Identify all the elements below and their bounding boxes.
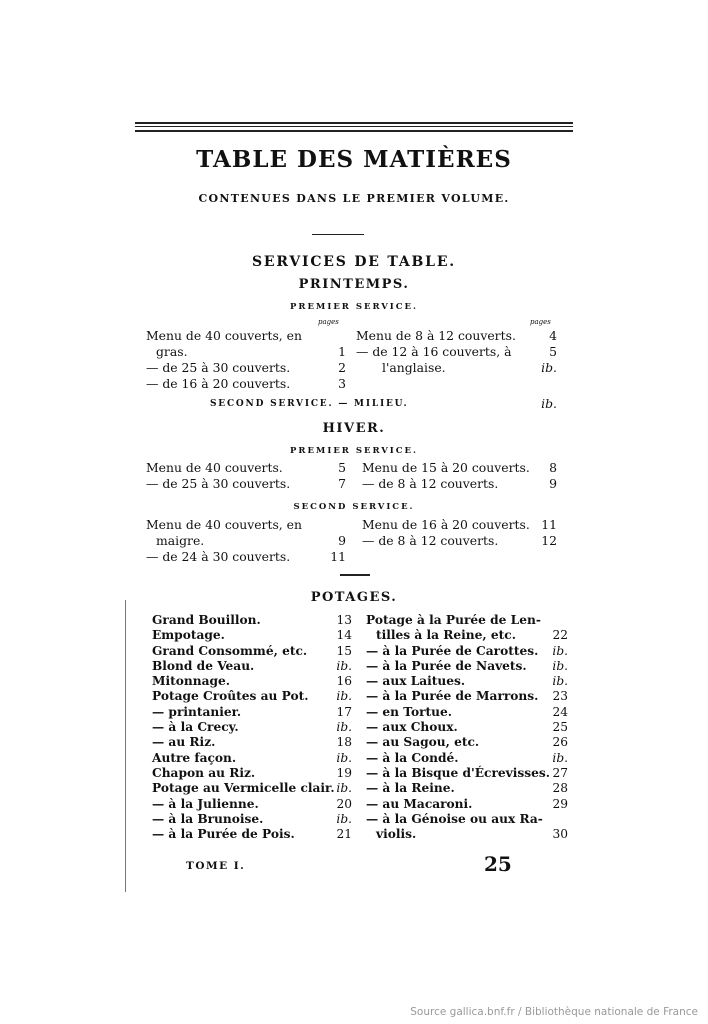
entry-label: — de 16 à 20 couverts. bbox=[146, 376, 291, 391]
list-item bbox=[362, 460, 557, 476]
entry-page: 23 bbox=[552, 689, 568, 704]
page-title: TABLE DES MATIÈRES bbox=[196, 146, 512, 173]
list-item bbox=[356, 360, 557, 376]
entry-page: 11 bbox=[541, 517, 557, 532]
entry-page: 9 bbox=[338, 533, 346, 548]
entry-label: Potage à la Purée de Len- bbox=[366, 613, 541, 627]
list-item bbox=[146, 328, 346, 344]
list-item bbox=[152, 688, 352, 703]
second-service-page: ib. bbox=[541, 396, 557, 411]
entry-page: ib. bbox=[336, 689, 352, 704]
entry-page: 30 bbox=[552, 827, 568, 842]
entry-label: — à la Julienne. bbox=[152, 796, 259, 811]
entry-label: violis. bbox=[376, 827, 417, 842]
signature-mark: 25 bbox=[484, 852, 512, 876]
entry-label: Menu de 8 à 12 couverts. bbox=[356, 328, 516, 343]
page-subtitle: CONTENUES DANS LE PREMIER VOLUME. bbox=[198, 192, 510, 205]
list-item bbox=[366, 780, 568, 795]
list-item bbox=[366, 826, 568, 841]
entry-label: — de 24 à 30 couverts. bbox=[146, 549, 291, 564]
entry-label: — à la Purée de Carottes. bbox=[366, 643, 539, 658]
entry-label: — de 25 à 30 couverts. bbox=[146, 360, 291, 375]
entry-label: Menu de 40 couverts. bbox=[146, 460, 283, 475]
entry-label: Mitonnage. bbox=[152, 674, 231, 689]
entry-page: 25 bbox=[552, 720, 568, 735]
list-item bbox=[152, 643, 352, 658]
entry-page: ib. bbox=[552, 674, 568, 689]
list-item bbox=[362, 476, 557, 492]
entry-page: ib. bbox=[336, 811, 352, 826]
list-item bbox=[152, 734, 352, 749]
entry-label: Menu de 40 couverts, en bbox=[146, 517, 302, 532]
entry-page: 28 bbox=[552, 781, 568, 796]
list-item bbox=[152, 673, 352, 688]
entry-page: 14 bbox=[336, 628, 352, 643]
entry-page: 26 bbox=[552, 735, 568, 750]
entry-label: Empotage. bbox=[152, 628, 225, 643]
list-item bbox=[152, 780, 352, 795]
entry-page: ib. bbox=[336, 781, 352, 796]
entry-label: — de 25 à 30 couverts. bbox=[146, 476, 291, 491]
printemps-second-service: SECOND SERVICE. — MILIEU. bbox=[210, 399, 409, 409]
list-item bbox=[152, 612, 352, 627]
hiver-second-service: SECOND SERVICE. bbox=[293, 502, 415, 512]
source-credit: Source gallica.bnf.fr / Bibliothèque nationale de France bbox=[410, 1006, 698, 1018]
ornament-rule bbox=[312, 234, 364, 235]
list-item bbox=[152, 627, 352, 642]
list-item bbox=[152, 719, 352, 734]
top-double-rule bbox=[135, 122, 573, 132]
list-item bbox=[146, 533, 346, 549]
entry-page: 21 bbox=[336, 827, 352, 842]
entry-page: 27 bbox=[552, 765, 568, 780]
printemps-heading: PRINTEMPS. bbox=[298, 277, 410, 292]
list-item bbox=[152, 796, 352, 811]
entry-label: Chapon au Riz. bbox=[152, 765, 256, 780]
entry-page: ib. bbox=[552, 643, 568, 658]
margin-line bbox=[125, 600, 126, 892]
entry-page: 9 bbox=[549, 476, 557, 491]
entry-page: 11 bbox=[330, 549, 346, 564]
entry-label: Potage au Vermicelle clair. bbox=[152, 781, 335, 796]
list-item bbox=[146, 344, 346, 360]
entry-page: 20 bbox=[336, 796, 352, 811]
list-item bbox=[366, 796, 568, 811]
potages-right-column bbox=[366, 612, 568, 841]
list-item bbox=[152, 811, 352, 826]
entry-label: — au Macaroni. bbox=[366, 796, 473, 811]
list-item bbox=[146, 360, 346, 376]
entry-label: — aux Laitues. bbox=[366, 674, 466, 689]
tome-footer: TOME I. bbox=[186, 860, 246, 872]
potages-left-column bbox=[152, 612, 352, 841]
list-item bbox=[152, 826, 352, 841]
ornament-rule-2 bbox=[340, 574, 370, 576]
entry-page: ib. bbox=[552, 750, 568, 765]
entry-label: — de 8 à 12 couverts. bbox=[362, 476, 499, 491]
entry-page: 18 bbox=[336, 735, 352, 750]
entry-label: maigre. bbox=[156, 533, 205, 548]
entry-page: 5 bbox=[338, 460, 346, 475]
entry-page: 16 bbox=[336, 674, 352, 689]
list-item bbox=[362, 533, 557, 549]
list-item bbox=[366, 658, 568, 673]
list-item bbox=[366, 688, 568, 703]
entry-label: — de 12 à 16 couverts, à bbox=[356, 344, 512, 359]
list-item bbox=[152, 750, 352, 765]
entry-label: — à la Génoise ou aux Ra- bbox=[366, 811, 543, 826]
list-item bbox=[152, 704, 352, 719]
entry-label: — au Riz. bbox=[152, 735, 216, 750]
list-item bbox=[152, 658, 352, 673]
entry-page: 12 bbox=[541, 533, 557, 548]
entry-page: 4 bbox=[549, 328, 557, 343]
entry-page: 17 bbox=[336, 704, 352, 719]
entry-label: l'anglaise. bbox=[382, 360, 446, 375]
entry-label: — à la Crecy. bbox=[152, 720, 239, 735]
entry-page: 29 bbox=[552, 796, 568, 811]
entry-label: Menu de 15 à 20 couverts. bbox=[362, 460, 530, 475]
list-item bbox=[146, 549, 346, 565]
printemps-premier-service: PREMIER SERVICE. bbox=[290, 302, 418, 312]
list-item bbox=[356, 344, 557, 360]
hiver-right-column-2 bbox=[362, 517, 557, 549]
list-item bbox=[146, 460, 346, 476]
list-item bbox=[366, 673, 568, 688]
entry-page: ib. bbox=[552, 658, 568, 673]
entry-page: ib. bbox=[336, 720, 352, 735]
entry-page: 7 bbox=[338, 476, 346, 491]
entry-label: — aux Choux. bbox=[366, 720, 458, 735]
entry-label: — printanier. bbox=[152, 704, 242, 719]
list-item bbox=[366, 719, 568, 734]
entry-label: — à la Bisque d'Écrevisses. bbox=[366, 765, 550, 780]
list-item bbox=[366, 765, 568, 780]
entry-page: ib. bbox=[336, 750, 352, 765]
hiver-left-column-1 bbox=[146, 460, 346, 492]
pages-label-left: pages bbox=[318, 318, 339, 326]
entry-label: Potage Croûtes au Pot. bbox=[152, 689, 309, 704]
entry-page: 3 bbox=[338, 376, 346, 391]
list-item bbox=[366, 627, 568, 642]
entry-label: Menu de 16 à 20 couverts. bbox=[362, 517, 530, 532]
entry-page: 1 bbox=[338, 344, 346, 359]
entry-page: ib. bbox=[336, 658, 352, 673]
hiver-premier-service: PREMIER SERVICE. bbox=[290, 446, 418, 456]
hiver-left-column-2 bbox=[146, 517, 346, 565]
list-item bbox=[356, 328, 557, 344]
entry-page: 2 bbox=[338, 360, 346, 375]
printemps-right-column bbox=[356, 328, 557, 376]
entry-page: 8 bbox=[549, 460, 557, 475]
entry-page: ib. bbox=[541, 360, 557, 375]
entry-label: Blond de Veau. bbox=[152, 658, 255, 673]
entry-label: — à la Purée de Marrons. bbox=[366, 689, 539, 704]
entry-page: 15 bbox=[336, 643, 352, 658]
list-item bbox=[366, 704, 568, 719]
entry-label: — à la Purée de Pois. bbox=[152, 827, 295, 842]
entry-label: — à la Purée de Navets. bbox=[366, 658, 527, 673]
services-heading: SERVICES DE TABLE. bbox=[252, 254, 456, 270]
list-item bbox=[366, 643, 568, 658]
potages-heading: POTAGES. bbox=[310, 590, 398, 605]
entry-label: — en Tortue. bbox=[366, 704, 452, 719]
pages-label-right: pages bbox=[530, 318, 551, 326]
printemps-left-column bbox=[146, 328, 346, 392]
entry-label: Grand Bouillon. bbox=[152, 613, 261, 627]
hiver-right-column-1 bbox=[362, 460, 557, 492]
hiver-heading: HIVER. bbox=[322, 421, 386, 436]
list-item bbox=[366, 734, 568, 749]
list-item bbox=[366, 612, 568, 627]
entry-label: tilles à la Reine, etc. bbox=[376, 628, 516, 643]
list-item bbox=[146, 376, 346, 392]
entry-label: — à la Condé. bbox=[366, 750, 459, 765]
entry-label: gras. bbox=[156, 344, 188, 359]
list-item bbox=[362, 517, 557, 533]
list-item bbox=[146, 476, 346, 492]
entry-label: Autre façon. bbox=[152, 750, 237, 765]
entry-page: 13 bbox=[336, 613, 352, 627]
entry-page: 19 bbox=[336, 765, 352, 780]
list-item bbox=[366, 750, 568, 765]
entry-label: — de 8 à 12 couverts. bbox=[362, 533, 499, 548]
entry-label: — au Sagou, etc. bbox=[366, 735, 480, 750]
list-item bbox=[146, 517, 346, 533]
entry-label: Menu de 40 couverts, en bbox=[146, 328, 302, 343]
entry-page: 22 bbox=[552, 628, 568, 643]
list-item bbox=[366, 811, 568, 826]
entry-label: Grand Consommé, etc. bbox=[152, 643, 308, 658]
entry-page: 5 bbox=[549, 344, 557, 359]
entry-label: — à la Reine. bbox=[366, 781, 455, 796]
entry-page: 24 bbox=[552, 704, 568, 719]
entry-label: — à la Brunoise. bbox=[152, 811, 264, 826]
list-item bbox=[152, 765, 352, 780]
